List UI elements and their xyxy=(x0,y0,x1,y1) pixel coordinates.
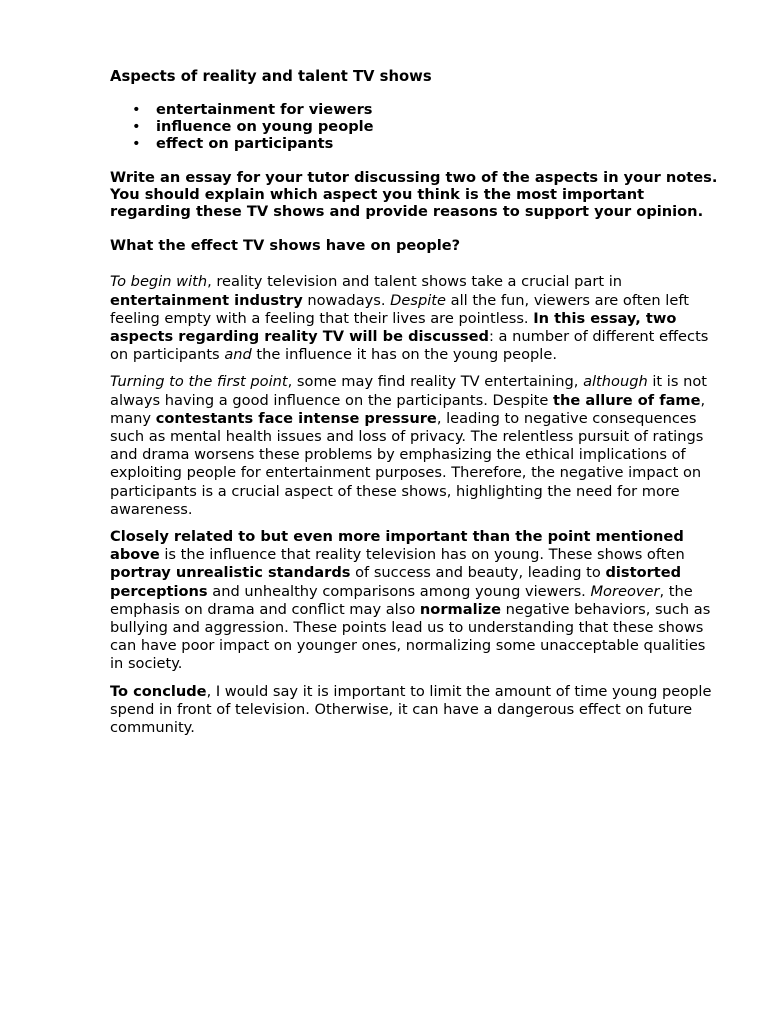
document-page xyxy=(110,68,720,737)
essay-paragraph xyxy=(110,528,720,674)
text-run: and unhealthy comparisons among young viewers. xyxy=(207,582,591,600)
text-run: , many xyxy=(110,391,706,427)
text-run: of success and beauty, leading to xyxy=(350,564,606,582)
essay-task: Write an essay for your tutor discussing two of the aspects in your notes. You should explain which aspect you think is the most important regarding these TV shows and provide reasons to support your opinion. xyxy=(110,169,718,221)
emphasis-bold: contestants face intense pressure xyxy=(155,409,437,427)
text-run: nowadays. xyxy=(302,291,391,309)
essay-paragraph xyxy=(110,373,720,519)
aspects-list xyxy=(110,101,720,152)
emphasis-bold: normalize xyxy=(419,600,501,618)
text-run: the influence it has on the young people. xyxy=(251,346,557,364)
essay-body xyxy=(110,273,720,737)
emphasis-italic: Moreover xyxy=(590,582,660,600)
emphasis-bold: To conclude xyxy=(110,682,207,700)
text-run: , leading to negative consequences such as mental health issues and loss of privacy. The relentless pursuit of ratings and drama worsens these problems by emphasizing the ethical implications of exploiting people for entertainment purposes. Therefore, the negative impact on participants is a crucial aspect of these shows, highlighting the need for more awareness. xyxy=(110,409,704,518)
text-run: all the fun, viewers are often left feeling empty with a feeling that their lives are pointless. xyxy=(110,291,689,327)
emphasis-italic: although xyxy=(583,373,648,391)
text-run: : a number of different effects on participants xyxy=(110,328,709,364)
essay-question: What the effect TV shows have on people? xyxy=(110,237,461,255)
emphasis-italic: Despite xyxy=(390,291,446,309)
text-run: it is not always having a good influence on the participants. Despite xyxy=(110,373,707,409)
text-run: negative behaviors, such as bullying and aggression. These points lead us to understanding that these shows can have poor impact on younger ones, normalizing some unacceptable qualities in society. xyxy=(110,600,711,673)
emphasis-italic: To begin with xyxy=(110,273,208,291)
emphasis-bold: Closely related to but even more important than the point mentioned above xyxy=(110,528,684,564)
text-run: , the emphasis on drama and conflict may also xyxy=(110,582,693,618)
aspect-item: • entertainment for viewers xyxy=(156,101,720,118)
aspect-item: • influence on young people xyxy=(156,118,720,135)
text-run: is the influence that reality television has on young. These shows often xyxy=(159,546,685,564)
document-title: Aspects of reality and talent TV shows xyxy=(110,68,432,85)
essay-paragraph xyxy=(110,683,720,738)
emphasis-bold: In this essay, two aspects regarding reality TV will be discussed xyxy=(110,309,677,346)
emphasis-bold: portray unrealistic standards xyxy=(110,564,351,582)
emphasis-italic: Turning to the first point xyxy=(110,373,288,391)
emphasis-bold: the allure of fame xyxy=(553,391,701,409)
aspect-item: • effect on participants xyxy=(156,135,720,152)
text-run: , reality television and talent shows take a crucial part in xyxy=(207,273,622,291)
emphasis-bold: distorted perceptions xyxy=(110,564,682,600)
emphasis-italic: and xyxy=(224,346,252,364)
essay-paragraph xyxy=(110,273,720,364)
text-run: , I would say it is important to limit the amount of time young people spend in front of television. Otherwise, it can have a dangerous effect on future community. xyxy=(110,682,712,737)
emphasis-bold: entertainment industry xyxy=(110,291,303,309)
text-run: , some may find reality TV entertaining, xyxy=(287,373,584,391)
